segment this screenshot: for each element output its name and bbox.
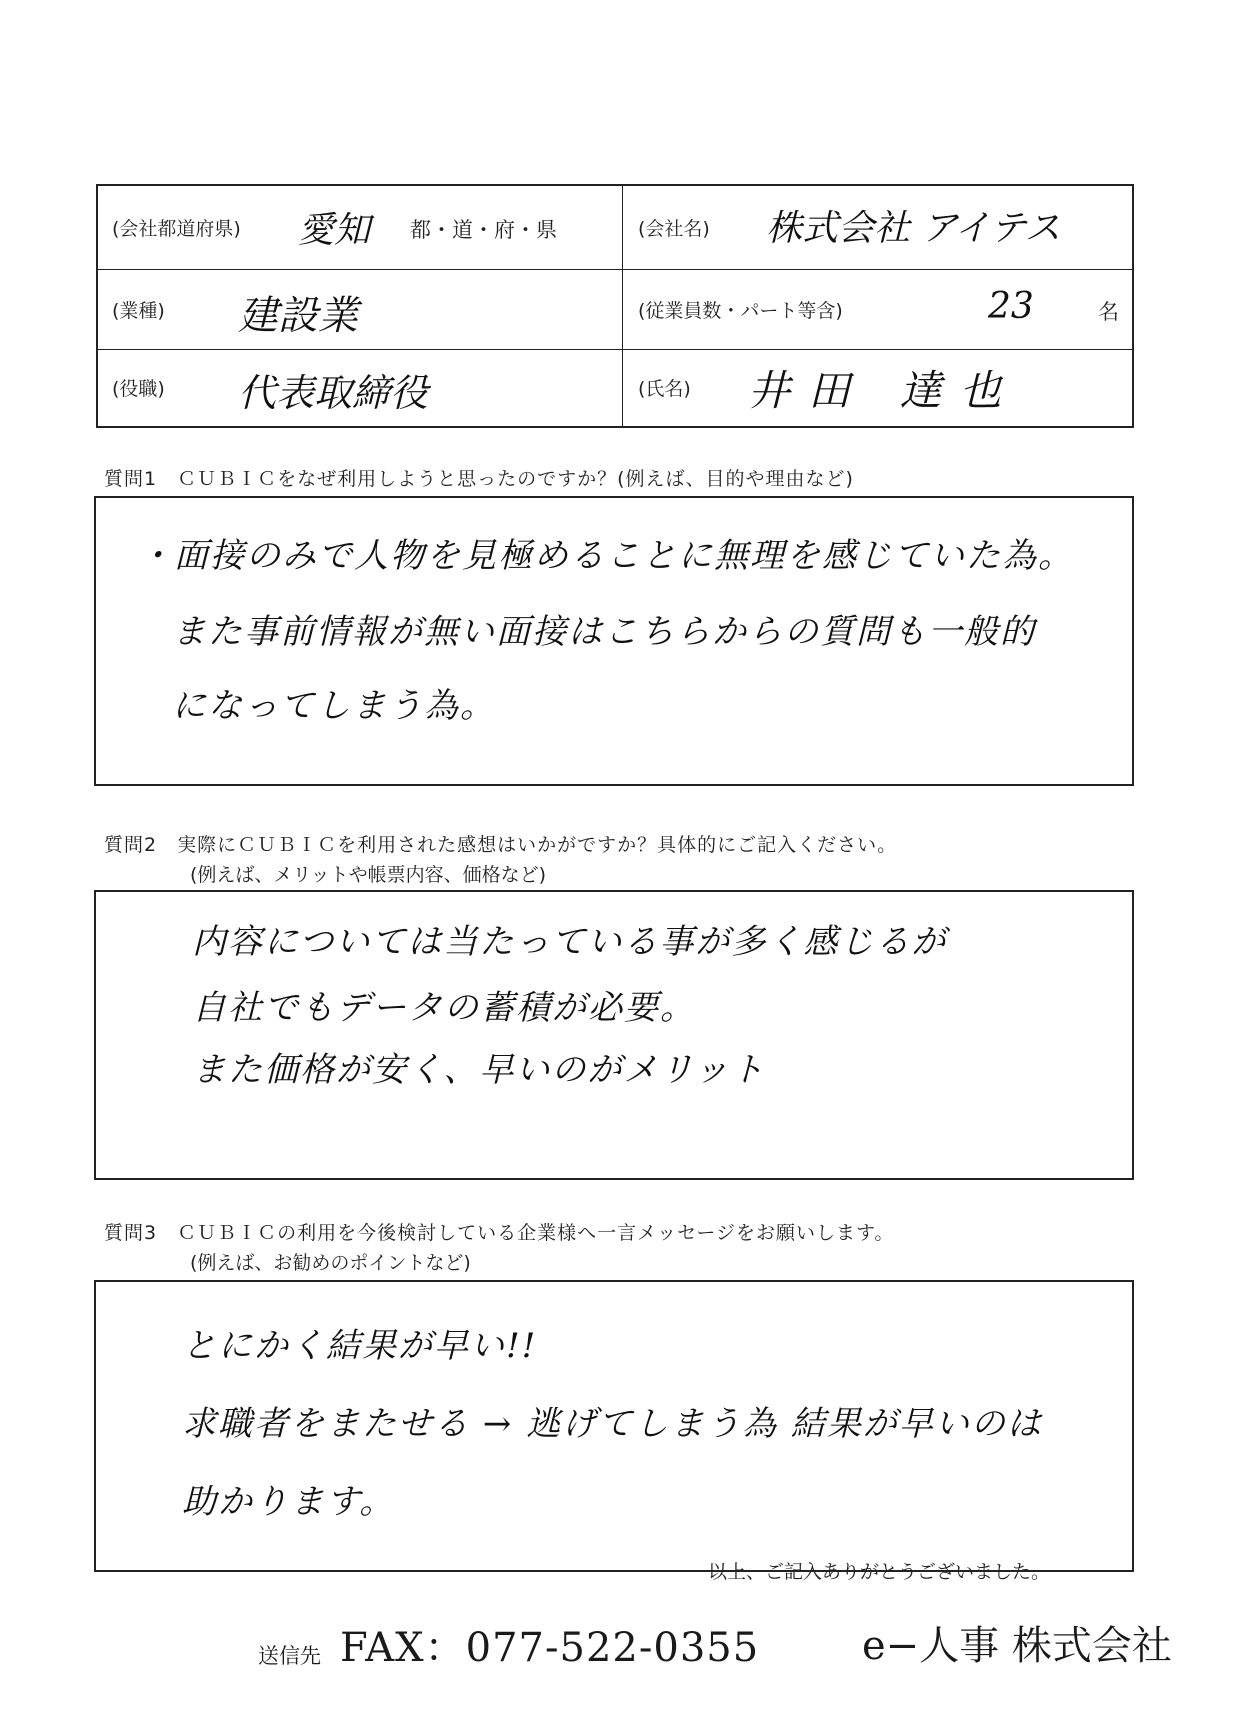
question-2-title: 質問2 実際にＣＵＢＩＣを利用された感想はいかがですか？具体的にご記入ください。	[104, 834, 898, 856]
q3-answer-line-2: 求職者をまたせる → 逃げてしまう為 結果が早いのは	[182, 1404, 1043, 1444]
prefecture-suffix: 都・道・府・県	[410, 218, 557, 242]
q1-answer-line-3: になってしまう為。	[172, 686, 496, 726]
question-3-answer-box	[94, 1280, 1134, 1572]
q2-answer-line-1: 内容については当たっている事が多く感じるが	[192, 922, 948, 962]
company-label: (会社名)	[638, 218, 710, 240]
q3-answer-line-1: とにかく結果が早い!!	[182, 1326, 538, 1366]
info-table	[96, 184, 1134, 428]
info-row-3	[98, 350, 1132, 426]
employees-label: (従業員数・パート等含)	[638, 300, 843, 322]
fax-number: FAX：077-522-0355	[340, 1625, 760, 1671]
q1-answer-line-2: また事前情報が無い面接はこちらからの質問も一般的	[172, 612, 1036, 652]
position-value: 代表取締役	[238, 371, 429, 415]
fax-prefix: 送信先	[258, 1644, 321, 1668]
question-2-answer-box	[94, 890, 1134, 1180]
q2-answer-line-3: また価格が安く、早いのがメリット	[192, 1050, 766, 1090]
question-3-title: 質問3 ＣＵＢＩＣの利用を今後検討している企業様へ一言メッセージをお願いします。	[104, 1222, 895, 1244]
company-value: 株式会社 アイテス	[766, 208, 1061, 249]
name-value: 井田 達也	[748, 366, 1020, 415]
info-row-1	[98, 186, 1132, 270]
closing-message: 以上、ご記入ありがとうございました。	[708, 1561, 1051, 1583]
industry-label: (業種)	[112, 300, 165, 322]
position-label: (役職)	[112, 378, 165, 400]
prefecture-value: 愛知	[298, 210, 371, 251]
q1-answer-line-1: ・面接のみで人物を見極めることに無理を感じていた為。	[138, 536, 1074, 576]
q2-answer-line-2: 自社でもデータの蓄積が必要。	[192, 988, 696, 1028]
employees-value: 23	[988, 286, 1034, 327]
question-3-subtitle: (例えば、お勧めのポイントなど)	[190, 1252, 471, 1274]
footer-company: e−人事 株式会社	[862, 1623, 1172, 1669]
question-1-title: 質問1 ＣＵＢＩＣをなぜ利用しようと思ったのですか？(例えば、目的や理由など)	[104, 468, 854, 490]
q3-answer-line-3: 助かります。	[182, 1482, 396, 1522]
prefecture-label: (会社都道府県)	[112, 218, 241, 240]
name-label: (氏名)	[638, 378, 691, 400]
info-row-2	[98, 270, 1132, 350]
question-1-answer-box	[94, 496, 1134, 786]
question-2-subtitle: (例えば、メリットや帳票内容、価格など)	[190, 864, 547, 886]
employees-unit: 名	[1098, 300, 1119, 324]
industry-value: 建設業	[238, 293, 358, 339]
